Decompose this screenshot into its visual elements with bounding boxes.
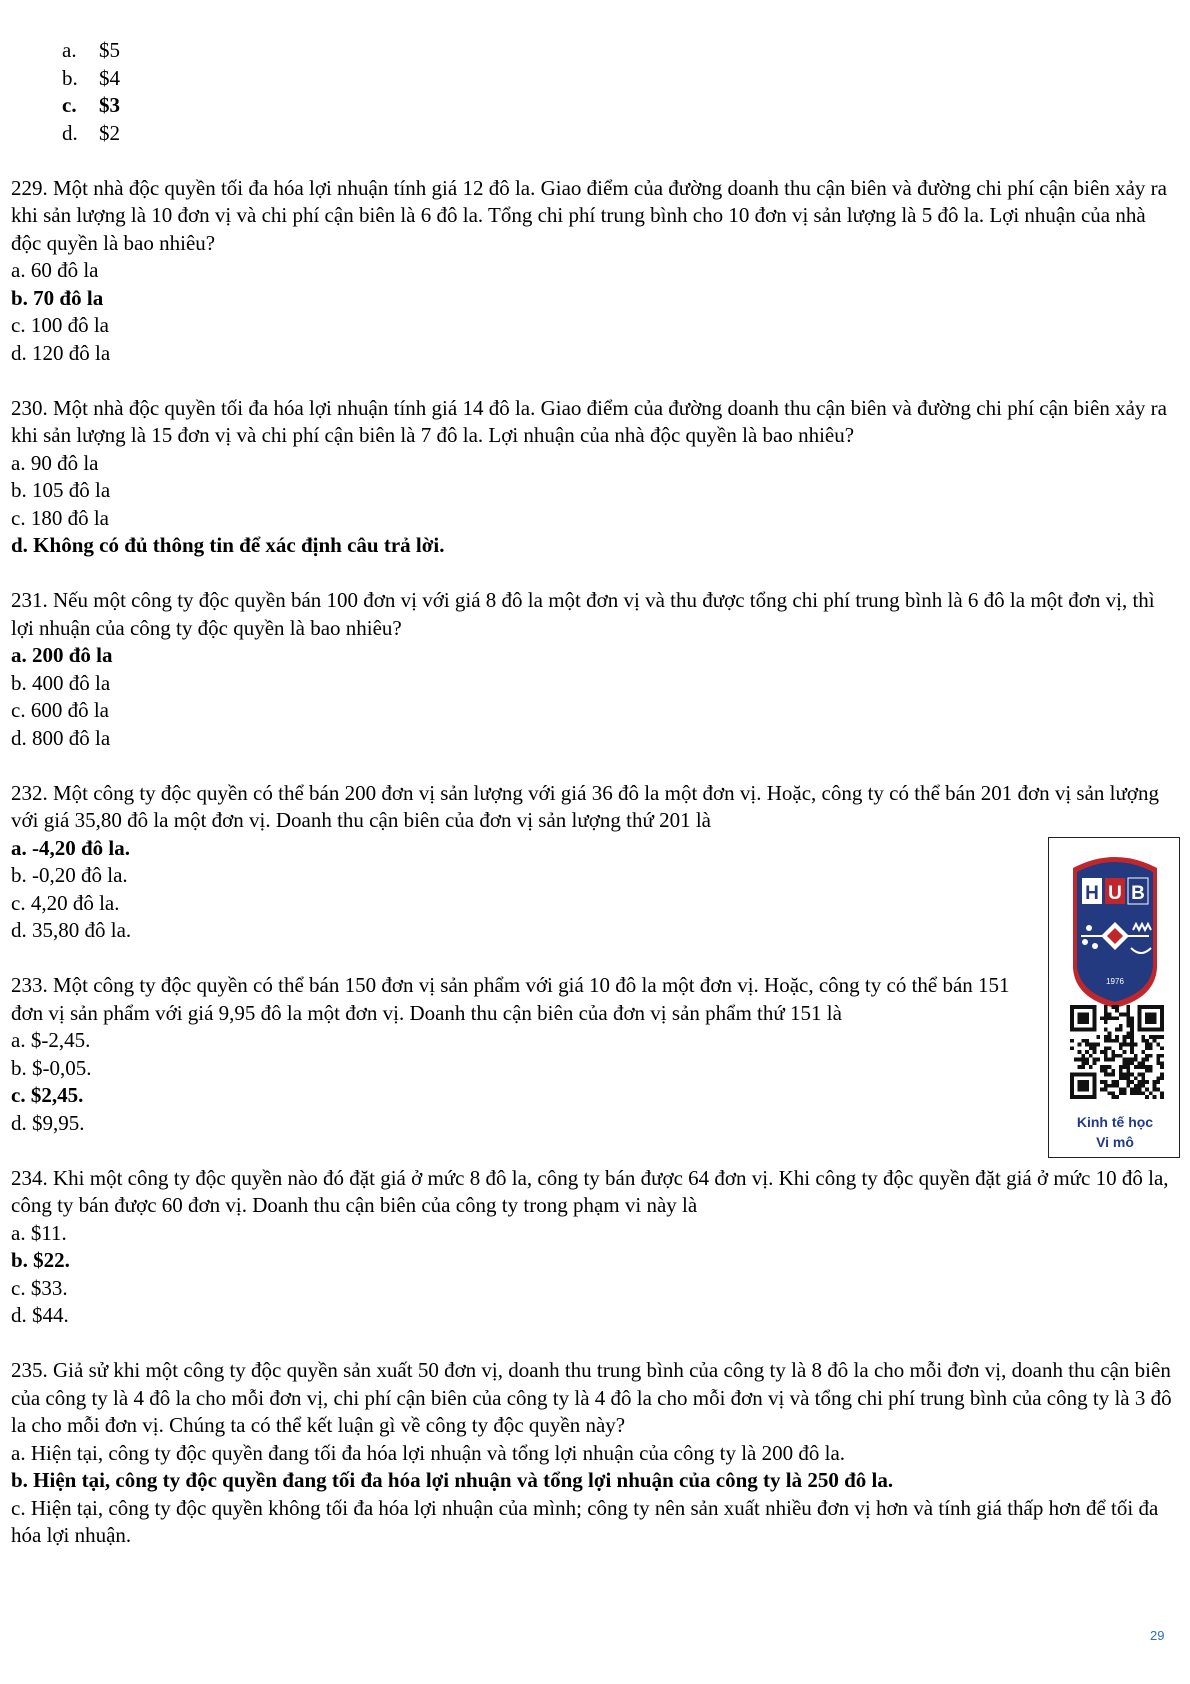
answer-option-correct: b. Hiện tại, công ty độc quyền đang tối đa hóa lợi nhuận và tổng lợi nhuận của công ty là 250 đô la.	[11, 1468, 894, 1492]
question-stem: 233. Một công ty độc quyền có thể bán 150 đơn vị sản phẩm với giá 10 đô la một đơn vị. Hoặc, công ty có thể bán 151 đơn vị sản phẩm với giá 9,95 đô la một đơn vị. Doanh thu cận biên của đơn vị sản phẩm thứ 151 là	[11, 973, 1010, 1025]
question-stem: 231. Nếu một công ty độc quyền bán 100 đơn vị với giá 8 đô la một đơn vị và thu được tổng chi phí trung bình là 6 đô la một đơn vị, thì lợi nhuận của công ty độc quyền là bao nhiêu?	[11, 588, 1155, 640]
question-block	[11, 972, 1176, 1137]
option-text: $5	[99, 38, 120, 62]
answer-option-correct: d. Không có đủ thông tin để xác định câu trả lời.	[11, 533, 445, 557]
answer-option: a. 60 đô la	[11, 258, 99, 282]
answer-option: d. 800 đô la	[11, 725, 111, 750]
answer-option: c. 100 đô la	[11, 313, 109, 337]
option-key: d.	[62, 120, 78, 145]
lead-option	[62, 65, 1176, 93]
option-key: a.	[62, 38, 77, 62]
option-key: b.	[62, 65, 78, 90]
answer-option: c. 600 đô la	[11, 698, 109, 722]
answer-option: c. $33.	[11, 1275, 68, 1300]
answer-option: a. $-2,45.	[11, 1028, 91, 1052]
question-block	[11, 175, 1176, 368]
answer-option: d. $9,95.	[11, 1110, 85, 1135]
answer-option-correct: b. $22.	[11, 1248, 70, 1272]
answer-option-correct: a. 200 đô la	[11, 643, 113, 667]
question-stem: 230. Một nhà độc quyền tối đa hóa lợi nhuận tính giá 14 đô la. Giao điểm của đường doanh thu cận biên và đường chi phí cận biên xảy ra khi sản lượng là 15 đơn vị và chi phí cận biên là 7 đô la. Lợi nhuận của nhà độc quyền là bao nhiêu?	[11, 395, 1167, 447]
question-block	[11, 1357, 1176, 1550]
answer-option: a. $11.	[11, 1220, 67, 1245]
question-block	[11, 395, 1176, 560]
answer-option: c. 4,20 đô la.	[11, 890, 120, 915]
lead-option	[62, 92, 1176, 120]
answer-option: b. 400 đô la	[11, 670, 111, 695]
answer-option-correct: a. -4,20 đô la.	[11, 835, 131, 860]
answer-option: d. 120 đô la	[11, 340, 111, 365]
question-stem: 235. Giả sử khi một công ty độc quyền sản xuất 50 đơn vị, doanh thu trung bình của công ty là 8 đô la cho mỗi đơn vị, doanh thu cận biên của công ty là 4 đô la cho mỗi đơn vị, chi phí cận biên của công ty là 4 đô la cho mỗi đơn vị và tổng chi phí trung bình của công ty là 3 đô la cho mỗi đơn vị. Chúng ta có thể kết luận gì về công ty độc quyền này?	[11, 1358, 1172, 1437]
logo-caption-line1: Kinh tế học	[1076, 1114, 1154, 1130]
page-number: 29	[1150, 1628, 1165, 1643]
lead-option	[62, 120, 1176, 148]
answer-option: b. -0,20 đô la.	[11, 863, 128, 887]
logo-letter-u: U	[1108, 883, 1122, 904]
answer-option: c. Hiện tại, công ty độc quyền không tối đa hóa lợi nhuận của mình; công ty nên sản xuất nhiều đơn vị hơn và tính giá thấp hơn để tối đa hóa lợi nhuận.	[11, 1495, 1159, 1547]
question-stem: 234. Khi một công ty độc quyền nào đó đặt giá ở mức 8 đô la, công ty bán được 64 đơn vị. Khi công ty độc quyền đặt giá ở mức 10 đô la, công ty bán được 60 đơn vị. Doanh thu cận biên của công ty trong phạm vi này là	[11, 1165, 1169, 1217]
question-stem: 229. Một nhà độc quyền tối đa hóa lợi nhuận tính giá 12 đô la. Giao điểm của đường doanh thu cận biên và đường chi phí cận biên xảy ra khi sản lượng là 10 đơn vị và chi phí cận biên là 6 đô la. Tổng chi phí trung bình cho 10 đơn vị sản lượng là 5 đô la. Lợi nhuận của nhà độc quyền là bao nhiêu?	[11, 175, 1167, 255]
qr-code-icon	[1070, 1005, 1164, 1099]
logo-letter-h: H	[1085, 883, 1099, 904]
option-key: c.	[62, 93, 77, 117]
question-block	[11, 587, 1176, 752]
hub-shield-logo	[1067, 850, 1163, 1010]
answer-option-correct: c. $2,45.	[11, 1083, 84, 1107]
question-block	[11, 780, 1176, 945]
logo-letter-b: B	[1131, 883, 1145, 904]
question-stem: 232. Một công ty độc quyền có thể bán 200 đơn vị sản lượng với giá 36 đô la một đơn vị. Hoặc, công ty có thể bán 201 đơn vị sản lượng với giá 35,80 đô la một đơn vị. Doanh thu cận biên của đơn vị sản lượng thứ 201 là	[11, 780, 1159, 832]
answer-option: a. 90 đô la	[11, 450, 99, 475]
option-text: $3	[99, 93, 120, 117]
answer-option: b. $-0,05.	[11, 1055, 92, 1080]
answer-option-correct: b. 70 đô la	[11, 285, 104, 310]
option-text: $2	[99, 120, 120, 145]
question-list	[11, 175, 1176, 1550]
answer-option: d. 35,80 đô la.	[11, 918, 132, 942]
option-text: $4	[99, 65, 120, 90]
document-page	[11, 37, 1176, 1550]
answer-option: b. 105 đô la	[11, 478, 111, 502]
hub-logo-panel	[1048, 837, 1180, 1158]
logo-caption-line2: Vi mô	[1096, 1134, 1134, 1150]
answer-option: a. Hiện tại, công ty độc quyền đang tối đa hóa lợi nhuận và tổng lợi nhuận của công ty là 200 đô la.	[11, 1440, 846, 1465]
answer-option: c. 180 đô la	[11, 505, 109, 530]
answer-option: d. $44.	[11, 1303, 69, 1327]
previous-question-options	[11, 37, 1176, 147]
question-block	[11, 1165, 1176, 1330]
lead-option	[62, 37, 1176, 65]
logo-year: 1976	[1106, 977, 1124, 986]
